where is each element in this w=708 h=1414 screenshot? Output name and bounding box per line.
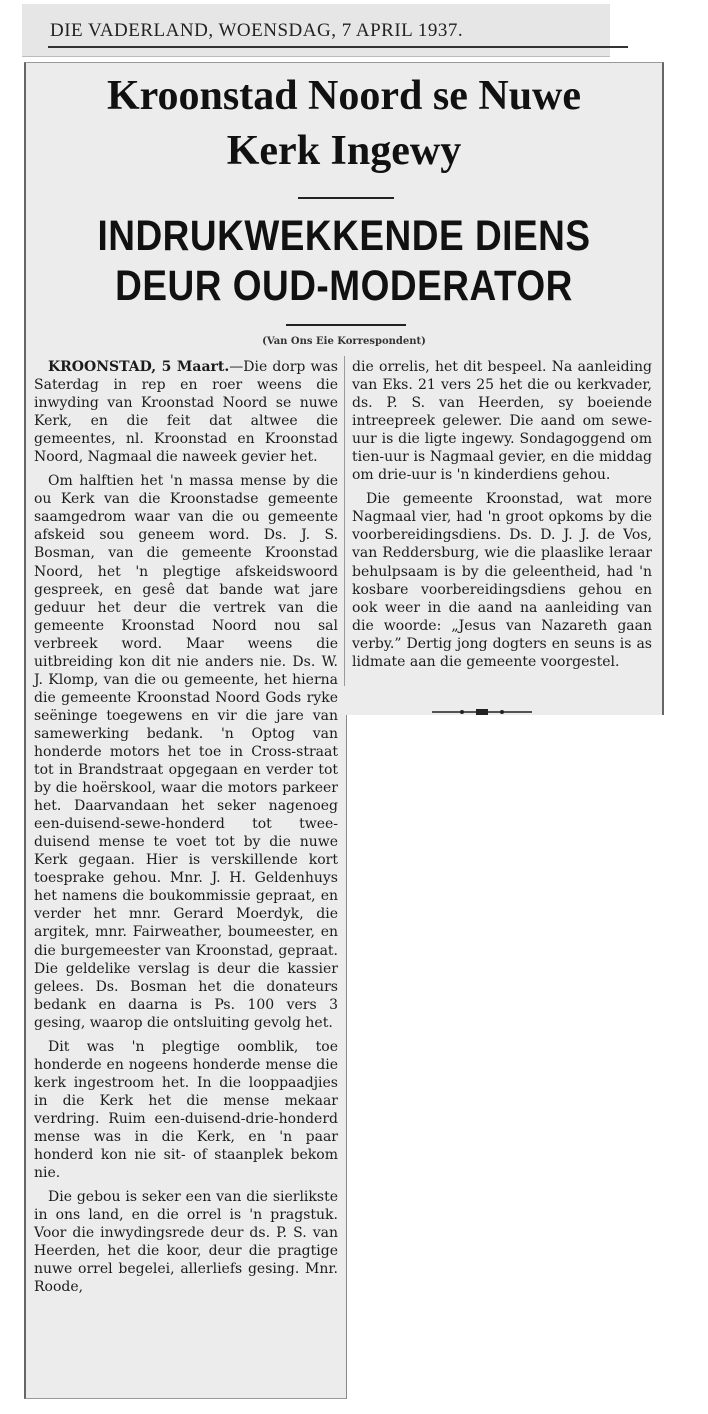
paragraph: Dit was 'n plegtige oomblik, toe honderde en nogeens honderde mense die kerk ingestroom het. In die looppaadjies in die Kerk het die mense mekaar verdring. Ruim een-duisend-drie-honderd mense was in die Kerk, en 'n paar honderd kon nie sit- of staanplek bekom nie. xyxy=(34,1038,338,1182)
dateline: KROONSTAD, 5 Maart. xyxy=(48,359,230,375)
masthead-strip xyxy=(22,4,610,57)
masthead-text: DIE VADERLAND, WOENSDAG, 7 APRIL 1937. xyxy=(50,20,464,41)
paragraph: Om halftien het 'n massa mense by die ou Kerk van die Kroonstadse gemeente saamgedrom waar van die ou gemeente afskeid sou geneem word. Ds. J. S. Bosman, van die gemeente Kroonstad Noord, het 'n plegtige afskeidswoord gespreek, en gesê dat bande wat jare geduur het deur die vertrek van die gemeente Kroonstad Noord nou sal verbreek word. Maar weens die uitbreiding kon dit nie anders nie. Ds. W. J. Klomp, van die ou gemeente, het hierna die gemeente Kroonstad Noord Gods ryke seëninge toegewens en vir die jare van samewerking bedank. 'n Optog van honderde motors het toe in Cross-straat tot in Brandstraat opgegaan en verder tot by die hoërskool, waar die motors parkeer het. Daarvandaan het seker nagenoeg een-duisend-sewe-honderd tot twee-duisend mense te voet tot by die nuwe Kerk gegaan. Hier is verskillende kort toesprake gehou. Mnr. J. H. Geldenhuys het namens die boukommissie gepraat, en verder het mnr. Gerard Moerdyk, die argitek, mnr. Fairweather, boumeester, en die burgemeester van Kroonstad, gepraat. Die geldelike verslag is deur die kassier gelees. Ds. Bosman het die donateurs bedank en daarna is Ps. 100 vers 3 gesing, waarop die ontsluiting gevolg het. xyxy=(34,473,338,1031)
subheadline-line-1: INDRUKWEKKENDE DIENS xyxy=(97,212,591,260)
subheadline-line-2: DEUR OUD-MODERATOR xyxy=(115,262,573,310)
article-column-1 xyxy=(34,358,338,1302)
paragraph: Die gemeente Kroonstad, wat more Nagmaal vier, had 'n groot opkoms by die voorbereidingsdiens. Ds. D. J. J. de Vos, van Reddersburg, wie die plaaslike leraar behulpsaam is by die geleentheid, had 'n kosbare voorbereidingsdiens gehou en ook weer in die aand na aanleiding van die woorde: „Jesus van Nazareth gaan verby.” Dertig jong dogters en seuns is as lidmate aan die gemeente voorgestel. xyxy=(352,491,652,670)
paragraph xyxy=(34,358,338,466)
headline-rule xyxy=(298,197,394,199)
paragraph: Die gebou is seker een van die sierlikste in ons land, en die orrel is 'n pragstuk. Voor die inwydingsrede deur ds. P. S. van Heerden, het die koor, deur die pragtige nuwe orrel begelei, allerliefs gesing. Mnr. Roode, xyxy=(34,1189,338,1296)
headline-line-2: Kerk Ingewy xyxy=(226,128,462,174)
masthead-rule xyxy=(48,46,628,48)
end-ornament xyxy=(432,708,532,716)
byline: (Van Ons Eie Korrespondent) xyxy=(262,336,426,347)
subhead-rule xyxy=(286,324,406,326)
column-divider xyxy=(344,356,345,686)
article-column-2 xyxy=(352,358,652,677)
headline-line-1: Kroonstad Noord se Nuwe xyxy=(106,73,582,119)
paragraph-text: —Die dorp was Saterdag in rep en roer weens die inwyding van Kroonstad Noord se nuwe Kerk, en die feit dat altwee die gemeentes, nl. Kroonstad en Kroonstad Noord, Nagmaal die naweek gevier het. xyxy=(34,359,338,466)
paragraph: die orrelis, het dit bespeel. Na aanleiding van Eks. 21 vers 25 het die ou kerkvader, ds. P. S. van Heerden, sy boeiende intreepreek gelewer. Die aand om sewe-uur is die ligte ingewy. Sondagoggend om tien-uur is Nagmaal gevier, en die middag om drie-uur is 'n kinderdiens gehou. xyxy=(352,359,652,484)
